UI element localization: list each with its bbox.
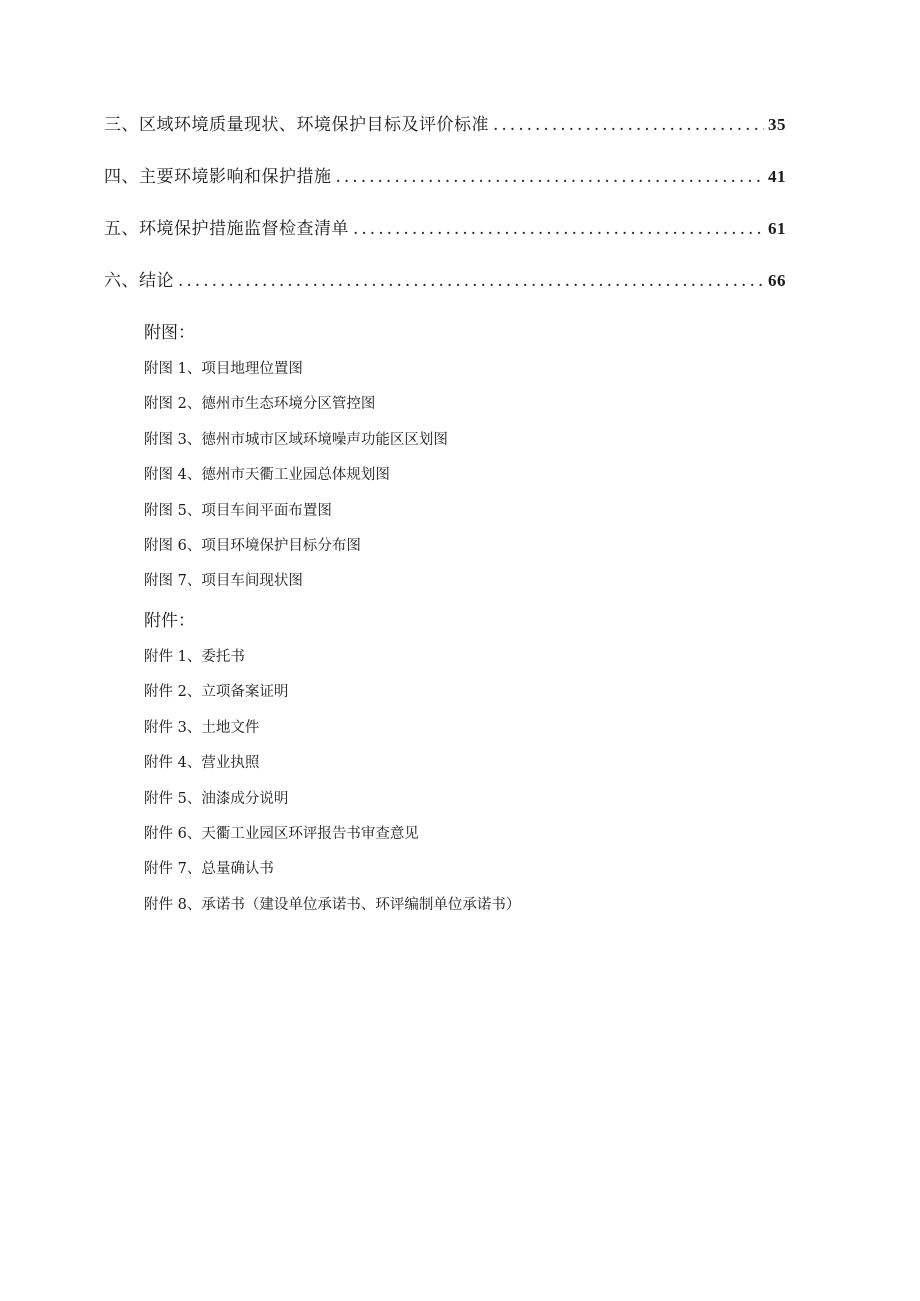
- attachment-item: 附件 1、委托书: [144, 649, 245, 665]
- toc-leader-dots: [178, 271, 764, 291]
- figures-heading: 附图：: [144, 323, 195, 343]
- toc-entry-4[interactable]: [104, 162, 786, 214]
- toc-entry-title: 六、结论: [104, 271, 174, 291]
- figure-item: 附图 3、德州市城市区域环境噪声功能区区划图: [144, 431, 448, 448]
- toc-entry-page: 61: [768, 219, 786, 238]
- toc-entry-5[interactable]: [104, 214, 786, 266]
- attachment-item: 附件 2、立项备案证明: [144, 684, 289, 701]
- attachments-heading: 附件：: [144, 611, 195, 631]
- figure-item: 附图 5、项目车间平面布置图: [144, 502, 332, 519]
- toc-entry-3[interactable]: [104, 110, 786, 162]
- toc-entry-title: 四、主要环境影响和保护措施: [104, 167, 332, 187]
- figure-item: 附图 7、项目车间现状图: [144, 573, 303, 590]
- toc-entry-page: 41: [768, 167, 786, 186]
- attachment-item: 附件 7、总量确认书: [144, 861, 274, 878]
- toc-leader-dots: [353, 219, 764, 239]
- toc-entry-page: 66: [768, 271, 786, 290]
- attachment-item: 附件 6、天衢工业园区环评报告书审查意见: [144, 825, 419, 842]
- attachments-list: [144, 606, 744, 923]
- attachment-item: 附件 3、土地文件: [144, 719, 260, 736]
- figure-item: 附图 1、项目地理位置图: [144, 361, 303, 377]
- attachment-item: 附件 4、营业执照: [144, 755, 260, 772]
- toc-entry-title: 三、区域环境质量现状、环境保护目标及评价标准: [104, 115, 489, 135]
- figures-list: [144, 318, 744, 600]
- figure-item: 附图 4、德州市天衢工业园总体规划图: [144, 467, 390, 484]
- toc-leader-dots: [336, 167, 765, 187]
- figure-item: 附图 6、项目环境保护目标分布图: [144, 537, 361, 554]
- table-of-contents: [104, 110, 786, 318]
- toc-entry-title: 五、环境保护措施监督检查清单: [104, 219, 349, 239]
- toc-leader-dots: [493, 115, 764, 135]
- attachment-item: 附件 5、油漆成分说明: [144, 790, 289, 807]
- figure-item: 附图 2、德州市生态环境分区管控图: [144, 396, 376, 413]
- toc-entry-6[interactable]: [104, 266, 786, 318]
- toc-entry-page: 35: [768, 115, 786, 134]
- attachment-item: 附件 8、承诺书（建设单位承诺书、环评编制单位承诺书）: [144, 896, 521, 913]
